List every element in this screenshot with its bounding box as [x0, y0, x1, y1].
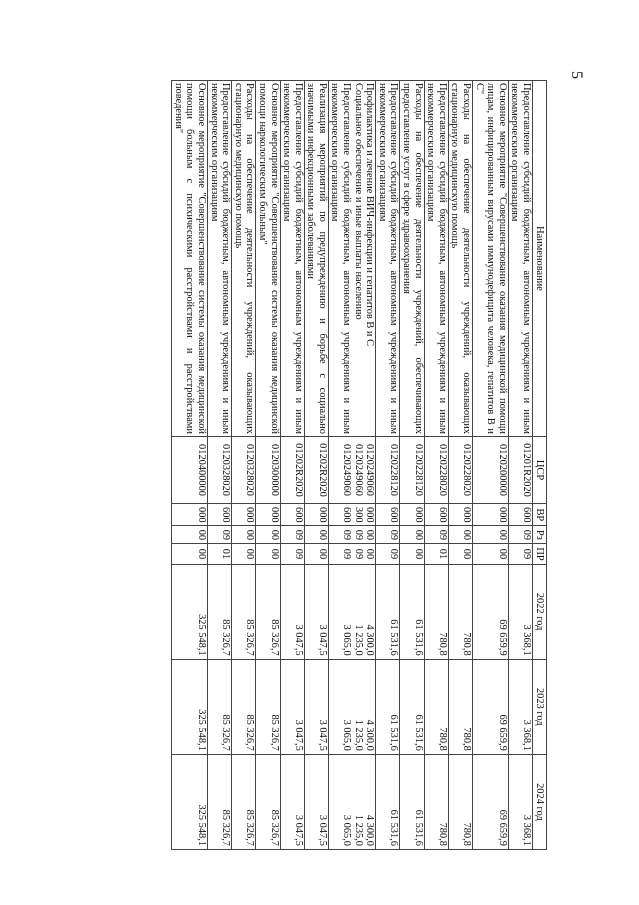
table-row: [172, 81, 208, 850]
rotated-table-container: [132, 80, 547, 850]
cell-2024: 3 047,5: [280, 754, 304, 849]
cell-2023: 85 326,7: [207, 659, 231, 754]
cell-2022: [328, 564, 375, 659]
cell-csr-line: 0120249060: [341, 444, 353, 496]
cell-name: Основное мероприятие "Совершенствование системы оказания медицинской помощи наркологическим больным": [256, 81, 280, 437]
cell-2023-line: 4 300,0: [364, 719, 376, 751]
cell-rz-line: 09: [341, 529, 353, 541]
cell-2022: 780,8: [424, 564, 448, 659]
table-row: [473, 81, 509, 850]
table-body: [172, 81, 533, 850]
cell-2023: [328, 659, 375, 754]
cell-name-line: Профилактика и лечение ВИЧ-инфекции и гепатитов В и С: [364, 83, 376, 347]
cell-2022: 780,8: [448, 564, 472, 659]
cell-2023: 780,8: [424, 659, 448, 754]
cell-2024: 3 368,1: [508, 754, 532, 849]
cell-2023-line: 1 235,0: [352, 719, 364, 751]
table-row: [280, 81, 304, 850]
cell-vr: 600: [376, 504, 400, 526]
cell-name: Расходы на обеспечение деятельности учреждений, обеспечивающих предоставление услуг в сфере здравоохранения: [400, 81, 424, 437]
cell-name: Предоставление субсидий бюджетным, автономным учреждениям и иным некоммерческим организациям: [508, 81, 532, 437]
cell-rz: 00: [172, 526, 208, 544]
cell-pr: 00: [172, 544, 208, 564]
table-row: [256, 81, 280, 850]
cell-vr: 000: [400, 504, 424, 526]
cell-2022: 61 531,6: [400, 564, 424, 659]
cell-2022-line: 4 300,0: [364, 624, 376, 656]
cell-vr: 600: [207, 504, 231, 526]
cell-2024: 69 659,9: [473, 754, 509, 849]
cell-vr: 000: [232, 504, 256, 526]
cell-2023: 61 531,6: [400, 659, 424, 754]
cell-vr: [328, 504, 375, 526]
cell-rz: 00: [304, 526, 328, 544]
cell-rz-line: 00: [364, 529, 376, 541]
cell-rz: 09: [424, 526, 448, 544]
cell-2023: 61 531,6: [376, 659, 400, 754]
table-row: [328, 81, 375, 850]
cell-2023: 85 326,7: [256, 659, 280, 754]
cell-rz: 00: [473, 526, 509, 544]
cell-csr: 01201R2020: [508, 436, 532, 503]
table-row: [376, 81, 400, 850]
cell-vr: 000: [172, 504, 208, 526]
header-csr: ЦСР: [533, 436, 547, 503]
cell-2024: 780,8: [424, 754, 448, 849]
cell-name-line: Предоставление субсидий бюджетным, автономным учреждениям и иным некоммерческим организациям: [329, 83, 353, 434]
cell-2023: 69 659,9: [473, 659, 509, 754]
cell-2024: 780,8: [448, 754, 472, 849]
cell-pr: 09: [376, 544, 400, 564]
cell-pr: 09: [280, 544, 304, 564]
cell-name: Основное мероприятие "Совершенствование оказания медицинской помощи лицам, инфицированным вирусами иммунодефицита человека, гепатитов В и С": [473, 81, 509, 437]
table-row: [207, 81, 231, 850]
cell-2022-line: 1 235,0: [352, 624, 364, 656]
cell-name: Предоставление субсидий бюджетным, автономным учреждениям и иным некоммерческим организациям: [376, 81, 400, 437]
cell-rz: 00: [256, 526, 280, 544]
cell-csr: 0120300000: [256, 436, 280, 503]
header-name: Наименование: [533, 81, 547, 437]
cell-pr-line: 09: [352, 548, 364, 560]
cell-pr: 00: [304, 544, 328, 564]
table-row: [448, 81, 472, 850]
cell-csr: 0120228120: [400, 436, 424, 503]
cell-name: Расходы на обеспечение деятельности учреждений, оказывающих стационарную медицинскую помощь: [232, 81, 256, 437]
cell-pr: 00: [256, 544, 280, 564]
cell-vr: 600: [424, 504, 448, 526]
cell-vr: 600: [508, 504, 532, 526]
table-row: [232, 81, 256, 850]
cell-2023: 85 326,7: [232, 659, 256, 754]
cell-2023: 3 047,5: [304, 659, 328, 754]
cell-rz: [328, 526, 375, 544]
cell-2023: 3 368,1: [508, 659, 532, 754]
header-vr: ВР: [533, 504, 547, 526]
cell-2022: 69 659,9: [473, 564, 509, 659]
cell-2024: 85 326,7: [207, 754, 231, 849]
table-row: [508, 81, 532, 850]
cell-csr-line: 0120249060: [364, 444, 376, 496]
cell-2024: 61 531,6: [376, 754, 400, 849]
cell-2022: 3 047,5: [280, 564, 304, 659]
cell-rz: 09: [280, 526, 304, 544]
cell-name: Реализация мероприятий по предупреждению и борьбе с социально значимыми инфекционными заболеваниями: [304, 81, 328, 437]
cell-2022-line: 3 065,0: [341, 624, 353, 656]
page-number: [561, 60, 591, 90]
cell-pr: 01: [207, 544, 231, 564]
header-2024: 2024 год: [533, 754, 547, 849]
cell-pr: 00: [400, 544, 424, 564]
cell-csr: 0120200000: [473, 436, 509, 503]
cell-2024: 85 326,7: [232, 754, 256, 849]
cell-name: Предоставление субсидий бюджетным, автономным учреждениям и иным некоммерческим организациям: [207, 81, 231, 437]
cell-rz: 09: [376, 526, 400, 544]
cell-csr-line: 0120249060: [352, 444, 364, 496]
cell-vr-line: 600: [341, 507, 353, 523]
cell-2022: 61 531,6: [376, 564, 400, 659]
cell-csr: 0120328020: [207, 436, 231, 503]
cell-name: Расходы на обеспечение деятельности учреждений, оказывающих стационарную медицинскую помощь: [448, 81, 472, 437]
table-row: [424, 81, 448, 850]
cell-2024: 61 531,6: [400, 754, 424, 849]
cell-vr: 600: [280, 504, 304, 526]
table-header-row: [533, 81, 547, 850]
cell-vr: 000: [256, 504, 280, 526]
cell-name: Предоставление субсидий бюджетным, автономным учреждениям и иным некоммерческим организациям: [280, 81, 304, 437]
cell-2023: 3 047,5: [280, 659, 304, 754]
cell-pr-line: 00: [364, 548, 376, 560]
cell-vr-line: 300: [352, 507, 364, 523]
cell-pr: 09: [508, 544, 532, 564]
cell-2022: 3 047,5: [304, 564, 328, 659]
header-2023: 2023 год: [533, 659, 547, 754]
cell-rz: 09: [508, 526, 532, 544]
cell-2023-line: 3 065,0: [341, 719, 353, 751]
cell-2024: 3 047,5: [304, 754, 328, 849]
cell-2022: 85 326,7: [232, 564, 256, 659]
cell-2022: 325 548,1: [172, 564, 208, 659]
cell-vr: 000: [304, 504, 328, 526]
cell-rz: 00: [400, 526, 424, 544]
cell-pr: 01: [424, 544, 448, 564]
cell-name-line: Социальное обеспечение и иные выплаты населению: [352, 83, 364, 320]
cell-2024-line: 1 235,0: [352, 814, 364, 846]
cell-csr: 01202R2020: [280, 436, 304, 503]
cell-pr-line: 09: [341, 548, 353, 560]
cell-vr: 000: [448, 504, 472, 526]
table-row: [400, 81, 424, 850]
cell-csr: 0120228020: [424, 436, 448, 503]
cell-pr: 00: [473, 544, 509, 564]
cell-2024: 85 326,7: [256, 754, 280, 849]
rotated-table-viewport: [132, 80, 547, 850]
cell-2022: 3 368,1: [508, 564, 532, 659]
header-2022: 2022 год: [533, 564, 547, 659]
cell-vr-line: 000: [364, 507, 376, 523]
cell-name: Основное мероприятие "Совершенствование системы оказания медицинской помощи больным с психическими расстройствами и расстройствами поведения": [172, 81, 208, 437]
cell-csr: 0120228020: [448, 436, 472, 503]
cell-pr: 00: [448, 544, 472, 564]
budget-table: [171, 80, 547, 850]
cell-csr: [328, 436, 375, 503]
header-rz: Рз: [533, 526, 547, 544]
cell-csr: 0120228120: [376, 436, 400, 503]
cell-rz-line: 09: [352, 529, 364, 541]
cell-pr: 00: [232, 544, 256, 564]
table-row: [304, 81, 328, 850]
cell-name: [328, 81, 375, 437]
page-number-text: 5: [568, 71, 585, 79]
cell-2024: [328, 754, 375, 849]
cell-vr: 000: [473, 504, 509, 526]
cell-2023: 780,8: [448, 659, 472, 754]
header-pr: ПР: [533, 544, 547, 564]
cell-2023: 325 548,1: [172, 659, 208, 754]
cell-csr: 0120328020: [232, 436, 256, 503]
cell-rz: 09: [207, 526, 231, 544]
cell-2024-line: 4 300,0: [364, 814, 376, 846]
cell-pr: [328, 544, 375, 564]
cell-2024-line: 3 065,0: [341, 814, 353, 846]
cell-rz: 00: [232, 526, 256, 544]
cell-name: Предоставление субсидий бюджетным, автономным учреждениям и иным некоммерческим организациям: [424, 81, 448, 437]
cell-csr: 01202R2020: [304, 436, 328, 503]
cell-csr: 0120400000: [172, 436, 208, 503]
cell-2022: 85 326,7: [207, 564, 231, 659]
cell-2024: 325 548,1: [172, 754, 208, 849]
cell-rz: 00: [448, 526, 472, 544]
cell-2022: 85 326,7: [256, 564, 280, 659]
